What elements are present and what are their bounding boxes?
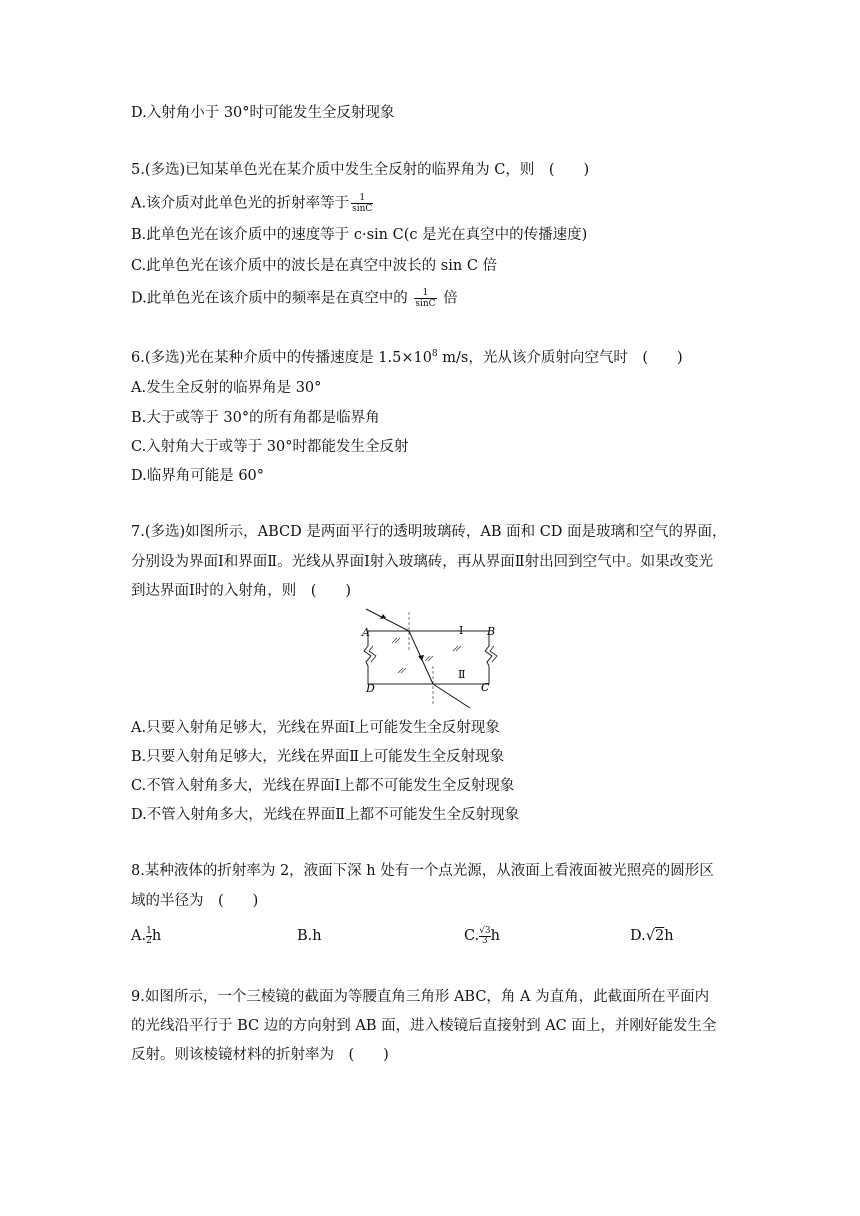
q6-option-d: D.临界角可能是 60° (131, 468, 265, 484)
radicand: 2 (654, 928, 665, 944)
option-label: D.√ (630, 928, 655, 944)
fraction-denominator: 3 (482, 935, 488, 946)
fraction-denominator: sinC (352, 204, 373, 214)
q5-option-d-text: D.此单色光在该介质中的频率是在真空中的 (131, 290, 408, 307)
q9-stem-line1: 9.如图所示，一个三棱镜的截面为等腰直角三角形 ABC，角 A 为直角，此截面所在平面内 (131, 989, 710, 1005)
q7-option-c: C.不管入射角多大，光线在界面Ⅰ上都不可能发生全反射现象 (131, 778, 515, 794)
label-b: B (487, 625, 496, 638)
option-variable: h (490, 928, 500, 944)
label-a: A (362, 626, 370, 639)
fraction-numerator: 1 (146, 925, 152, 936)
q6-stem (131, 348, 683, 368)
label-surface-i: Ⅰ (459, 624, 464, 637)
q6-option-b: B.大于或等于 30°的所有角都是临界角 (131, 410, 380, 426)
q4-option-d: D.入射角小于 30°时可能发生全反射现象 (131, 105, 395, 121)
q7-option-b: B.只要入射角足够大，光线在界面Ⅱ上可能发生全反射现象 (131, 749, 505, 765)
label-d: D (366, 682, 375, 695)
q5-option-b: B.此单色光在该介质中的速度等于 c·sin C(c 是光在真空中的传播速度) (131, 227, 588, 243)
q5-option-c: C.此单色光在该介质中的波长是在真空中波长的 sin C 倍 (131, 258, 498, 274)
q7-glass-brick-figure (355, 608, 505, 712)
fraction-numerator: √3 (479, 925, 491, 936)
q5-option-d-fraction (414, 288, 436, 309)
fraction-numerator: 1 (414, 288, 436, 299)
q7-stem-line3: 到达界面Ⅰ时的入射角，则 ( ) (131, 583, 352, 599)
q7-stem-line1: 7.(多选)如图所示，ABCD 是两面平行的透明玻璃砖，AB 面和 CD 面是玻璃和空气的界面， (131, 524, 727, 540)
q7-option-d: D.不管入射角多大，光线在界面Ⅱ上都不可能发生全反射现象 (131, 807, 520, 823)
q5-option-a-text: A.该介质对此单色光的折射率等于 (131, 195, 350, 212)
q8-stem-line2: 域的半径为 ( ) (131, 893, 259, 909)
option-label: C. (464, 928, 480, 944)
fraction-denominator: sinC (415, 299, 436, 309)
q7-stem-line2: 分别设为界面Ⅰ和界面Ⅱ。光线从界面Ⅰ射入玻璃砖，再从界面Ⅱ射出回到空气中。如果改变光 (131, 554, 714, 570)
q8-option-d (630, 926, 674, 946)
q9-stem-line3: 反射。则该棱镜材料的折射率为 ( ) (131, 1047, 389, 1063)
q5-option-a (131, 193, 375, 214)
q6-option-a: A.发生全反射的临界角是 30° (131, 380, 322, 396)
arrow-icon (418, 655, 424, 661)
label-surface-ii: Ⅱ (458, 668, 466, 681)
label-c: C (481, 681, 490, 694)
fraction-denominator: 2 (146, 935, 152, 946)
q6-stem-suffix: m/s，光从该介质射向空气时 ( ) (437, 350, 683, 366)
q6-stem-exponent: 8 (431, 349, 438, 360)
q5-option-a-fraction (351, 193, 373, 214)
q8-option-a (131, 926, 161, 946)
option-variable: h (151, 928, 162, 944)
option-label: A. (131, 928, 147, 944)
q9-stem-line2: 的光线沿平行于 BC 边的方向射到 AB 面，进入棱镜后直接射到 AC 面上，并刚好能发生全 (131, 1018, 717, 1034)
option-variable: h (664, 928, 674, 944)
q6-option-c: C.入射角大于或等于 30°时都能发生全反射 (131, 439, 409, 455)
fraction-numerator: 1 (351, 193, 373, 204)
q5-option-d (131, 288, 458, 309)
q5-stem: 5.(多选)已知某单色光在某介质中发生全反射的临界角为 C，则 ( ) (131, 162, 590, 178)
q8-stem-line1: 8.某种液体的折射率为 2，液面下深 h 处有一个点光源，从液面上看液面被光照亮的圆形区 (131, 863, 714, 879)
q8-option-b: B.h (297, 928, 322, 944)
q7-option-a: A.只要入射角足够大，光线在界面Ⅰ上可能发生全反射现象 (131, 720, 500, 736)
q8-option-c (464, 926, 500, 946)
q8-option-c-fraction (479, 927, 490, 946)
q6-stem-text: 6.(多选)光在某种介质中的传播速度是 1.5×10 (131, 350, 432, 366)
q5-option-d-suffix: 倍 (443, 290, 458, 307)
